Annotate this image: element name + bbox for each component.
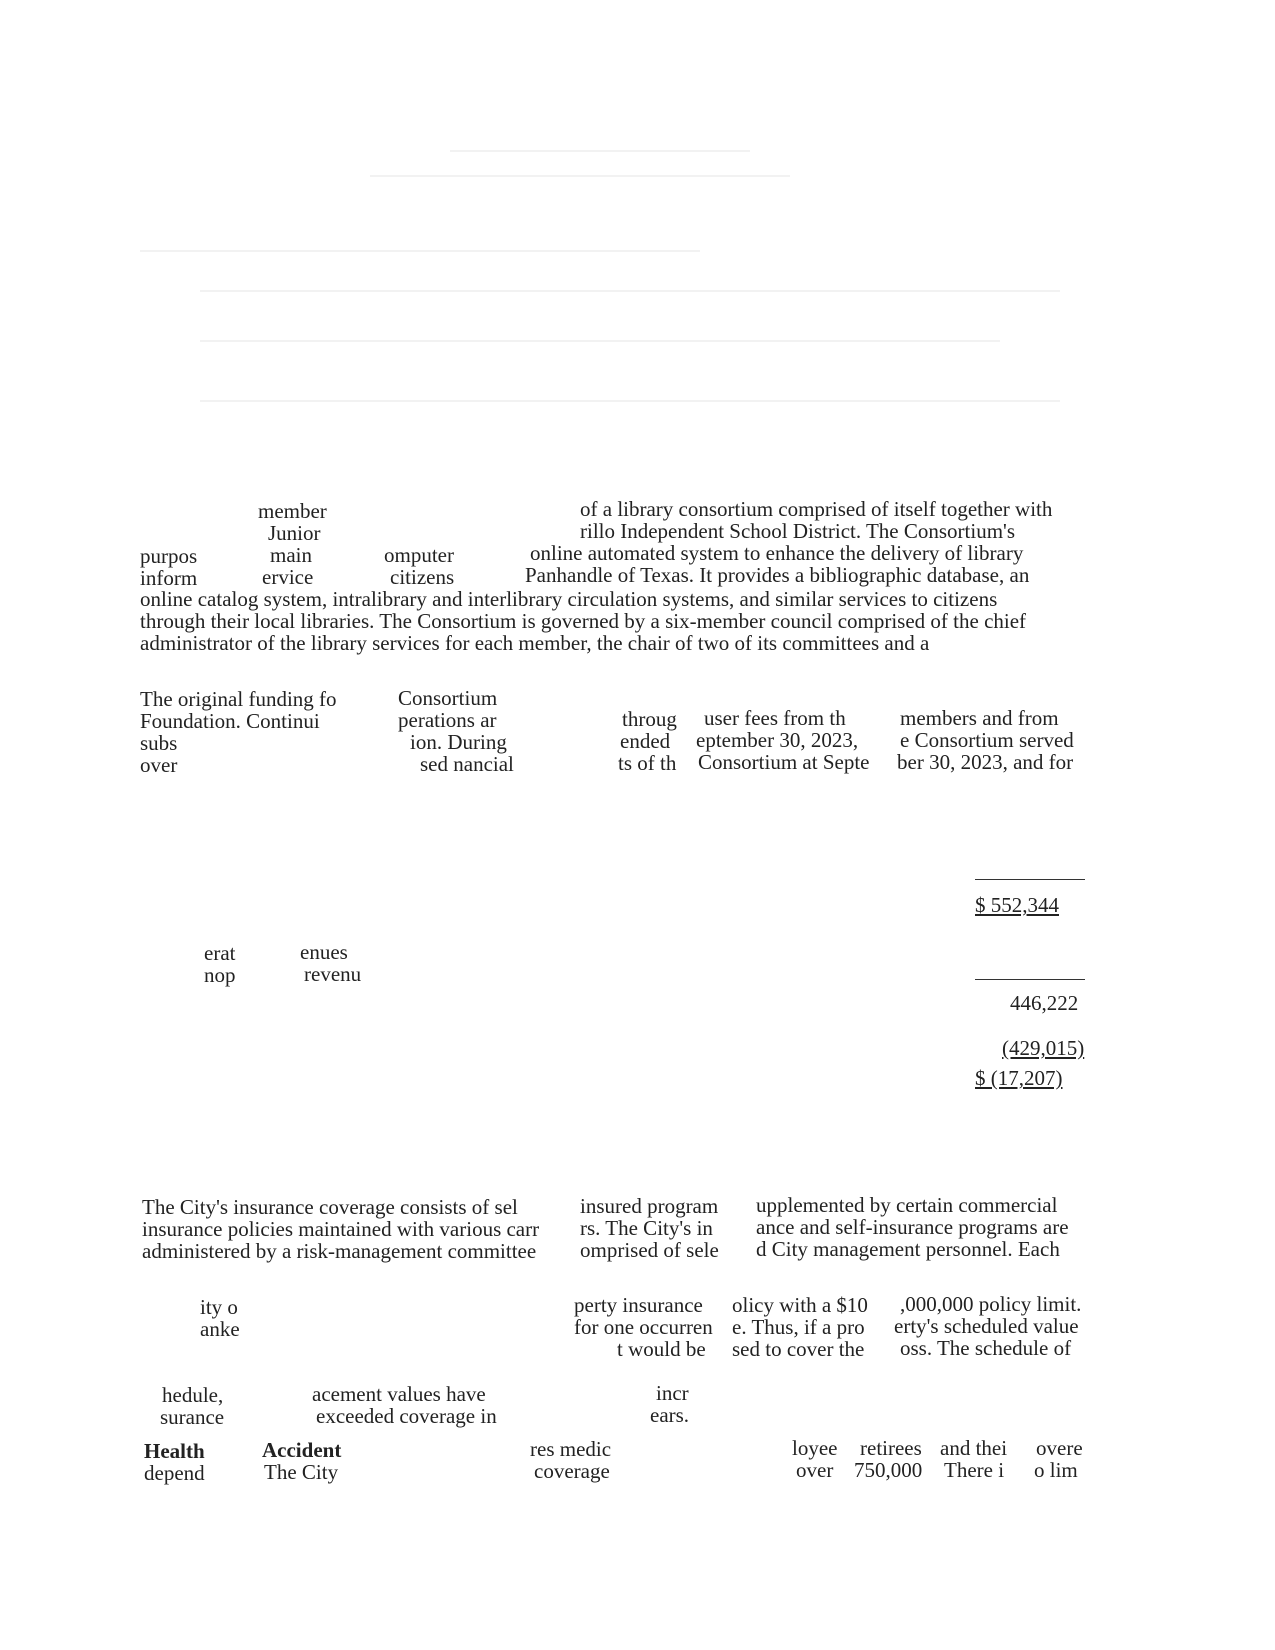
- text-fragment: olicy with a $10: [732, 1293, 868, 1317]
- text-fragment: ity o: [200, 1295, 238, 1319]
- subtotal-rule: [975, 979, 1085, 980]
- text-fragment: main: [270, 543, 312, 567]
- text-fragment: sed nancial: [420, 752, 514, 776]
- text-fragment: oss. The schedule of: [900, 1336, 1072, 1360]
- text-fragment: for one occurren: [574, 1315, 713, 1339]
- text-fragment: ts of th: [618, 751, 677, 775]
- text-fragment: e. Thus, if a pro: [732, 1315, 865, 1339]
- text-fragment: coverage: [534, 1459, 610, 1483]
- text-fragment: omprised of sele: [580, 1238, 719, 1262]
- text-fragment: eptember 30, 2023,: [696, 728, 859, 752]
- text-fragment: Junior: [268, 521, 321, 545]
- faded-text: [200, 290, 1060, 292]
- text-fragment: There i: [944, 1458, 1005, 1482]
- text-fragment: user fees from th: [704, 706, 846, 730]
- faded-text: [200, 340, 1000, 342]
- text-fragment: ervice: [262, 565, 314, 589]
- text-fragment: rs. The City's in: [580, 1216, 713, 1240]
- text-fragment: d City management personnel. Each: [756, 1237, 1060, 1261]
- text-fragment: ears.: [650, 1403, 690, 1427]
- text-fragment: ber 30, 2023, and for: [897, 750, 1074, 774]
- text-fragment: The original funding fo: [140, 687, 337, 711]
- text-line: administrator of the library services for each member, the chair of two of its committees and a: [140, 631, 930, 655]
- text-fragment: insurance policies maintained with various carr: [142, 1217, 540, 1241]
- text-fragment: subs: [140, 731, 178, 755]
- text-line: through their local libraries. The Consortium is governed by a six-member council comprised of the chief: [140, 609, 1027, 633]
- amount-value: 446,222: [1010, 991, 1079, 1015]
- text-fragment: ion. During: [410, 730, 507, 754]
- text-fragment: throug: [622, 707, 677, 731]
- section-heading: Health: [144, 1439, 205, 1463]
- text-fragment: erty's scheduled value: [894, 1314, 1079, 1338]
- text-fragment: ended: [620, 729, 671, 753]
- amount-net: $ (17,207): [975, 1066, 1063, 1090]
- row-label: enues: [300, 940, 348, 964]
- text-fragment: o lim: [1034, 1458, 1078, 1482]
- text-fragment: purpos: [140, 544, 198, 568]
- section-heading: Accident: [262, 1438, 342, 1462]
- text-fragment: acement values have: [312, 1382, 486, 1406]
- text-fragment: The City: [264, 1460, 339, 1484]
- text-fragment: online automated system to enhance the delivery of library: [530, 541, 1024, 565]
- text-fragment: perty insurance: [574, 1293, 703, 1317]
- text-fragment: and thei: [940, 1436, 1008, 1460]
- text-fragment: ,000,000 policy limit.: [900, 1292, 1082, 1316]
- text-fragment: rillo Independent School District. The Consortium's: [580, 519, 1016, 543]
- row-label: revenu: [304, 962, 362, 986]
- text-fragment: exceeded coverage in: [316, 1404, 497, 1428]
- faded-text: [370, 175, 790, 177]
- faded-text: [200, 400, 1060, 402]
- faded-text: [140, 250, 700, 252]
- text-fragment: depend: [144, 1461, 205, 1485]
- text-fragment: insured program: [580, 1194, 719, 1218]
- faded-text: [450, 150, 750, 152]
- text-fragment: 750,000: [854, 1458, 923, 1482]
- text-fragment: overe: [1036, 1436, 1083, 1460]
- text-fragment: e Consortium served: [900, 728, 1074, 752]
- text-fragment: sed to cover the: [732, 1337, 865, 1361]
- text-fragment: t would be: [617, 1337, 706, 1361]
- text-fragment: surance: [160, 1405, 225, 1429]
- text-fragment: The City's insurance coverage consists of sel: [142, 1195, 518, 1219]
- text-line: online catalog system, intralibrary and interlibrary circulation systems, and similar services to citizens: [140, 587, 998, 611]
- text-fragment: upplemented by certain commercial: [756, 1193, 1058, 1217]
- text-fragment: hedule,: [162, 1383, 224, 1407]
- text-fragment: incr: [656, 1381, 689, 1405]
- text-fragment: administered by a risk-management committee: [142, 1239, 537, 1263]
- text-fragment: of a library consortium comprised of itself together with: [580, 497, 1053, 521]
- text-fragment: members and from: [900, 706, 1059, 730]
- text-fragment: retirees: [860, 1436, 922, 1460]
- text-fragment: over: [140, 753, 178, 777]
- amount-total: $ 552,344: [975, 893, 1059, 917]
- text-fragment: citizens: [390, 565, 455, 589]
- text-fragment: Panhandle of Texas. It provides a bibliographic database, an: [525, 563, 1030, 587]
- text-fragment: Consortium at Septe: [698, 750, 870, 774]
- row-label: erat: [204, 941, 236, 965]
- text-fragment: loyee: [792, 1436, 838, 1460]
- total-rule: [975, 879, 1085, 880]
- text-fragment: Consortium: [398, 686, 498, 710]
- text-fragment: omputer: [384, 543, 454, 567]
- text-fragment: inform: [140, 566, 198, 590]
- text-fragment: ance and self-insurance programs are: [756, 1215, 1069, 1239]
- text-fragment: member: [258, 499, 327, 523]
- text-fragment: anke: [200, 1317, 240, 1341]
- text-fragment: Foundation. Continui: [140, 709, 320, 733]
- text-fragment: perations ar: [398, 708, 497, 732]
- row-label: nop: [204, 963, 236, 987]
- text-fragment: res medic: [530, 1437, 612, 1461]
- amount-value: (429,015): [1002, 1036, 1085, 1060]
- text-fragment: over: [796, 1458, 834, 1482]
